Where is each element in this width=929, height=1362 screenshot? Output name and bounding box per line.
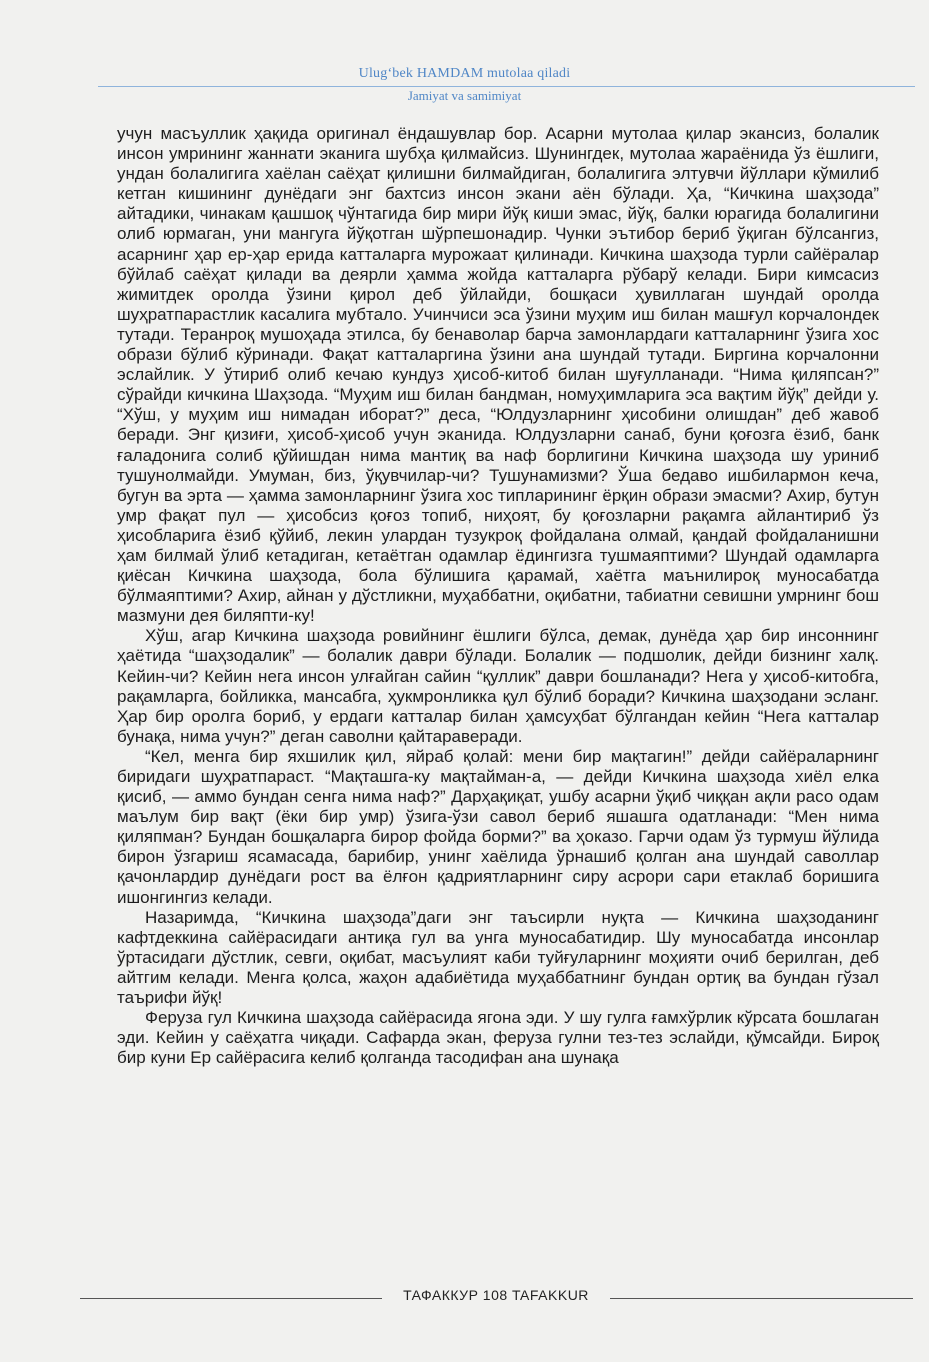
- paragraph-3: “Кел, менга бир яхшилик қил, яйраб қолай: мени бир мақтагин!” дейди сайёраларнинг биридаги шуҳратпараст. “Мақташга-ку мақтайман-а, — дейди Кичкина шаҳзода хиёл елка қисиб, — аммо бундан сенга нима наф?” Дарҳақиқат, ушбу асарни ўқиб чиққан ақли расо одам маълум бир вақт (ёки бир умр) ўзига-ўзи савол бериб яшашга одатланади: “Мен нима қиляпман? Бундан бошқаларга бирор фойда борми?” ва ҳоказо. Гарчи одам ўз турмуш йўлида бирон ўзгариш ясамасада, барибир, унинг хаёлида ўрнашиб қолган ана шундай саволлар қачонлардир дунёдаги рост ва ёлғон қадриятларнинг сиру асрори сари етаклаб боришига ишонгингиз келади.: [117, 746, 879, 907]
- paragraph-2: Хўш, агар Кичкина шаҳзода ровийнинг ёшлиги бўлса, демак, дунёда ҳар бир инсоннинг ҳаётида “шаҳзодалик” — болалик даври бўлади. Болалик — подшолик, дейди бизнинг халқ. Кейин-чи? Кейин нега инсон улғайган сайин “қуллик” даври бошланади? Нега у ҳисоб-китобга, рақамларга, бойликка, мансабга, ҳукмронликка қул бўлиб боради? Кичкина шаҳзодани эсланг. Ҳар бир оролга бориб, у ердаги катталар билан ҳамсуҳбат бўлгандан кейин “Нега катталар бунақа, нима учун?” деган саволни қайтараверади.: [117, 626, 879, 746]
- header-title: Ulug‘bek HAMDAM mutolaa qiladi: [358, 66, 571, 81]
- page-footer: [0, 1287, 929, 1307]
- footer-rule-left: [80, 1298, 382, 1299]
- paragraph-5: Феруза гул Кичкина шаҳзода сайёрасида ягона эди. У шу гулга ғамхўрлик кўрсата бошлаган эди. Кейин у саёҳатга чиқади. Сафарда экан, феруза гулни тез-тез эслайди, қўмсайди. Бироқ бир куни Ер сайёрасига келиб қолганда тасодифан ана шунақа: [117, 1008, 879, 1068]
- article-body: [117, 124, 879, 1068]
- paragraph-4: Назаримда, “Кичкина шаҳзода”даги энг таъсирли нуқта — Кичкина шаҳзоданинг кафтдеккина сайёрасидаги антиқа гул ва унга муносабатидир. Шу муносабатда инсонлар ўртасидаги дўстлик, севги, оқибат, масъулият каби туйғуларнинг моҳияти очиб берилган, деб айтгим келади. Менга қолса, жаҳон адабиётида муҳаббатнинг бундан ортиқ ва бундан гўзал таърифи йўқ!: [117, 907, 879, 1008]
- header-divider: [98, 86, 915, 87]
- header-subtitle: Jamiyat va samimiyat: [407, 88, 522, 103]
- paragraph-1: учун масъуллик ҳақида оригинал ёндашувлар бор. Асарни мутолаа қилар экансиз, болалик инсон умрининг жаннати эканига шубҳа қилмайсиз. Шунингдек, мутолаа жараёнида ўз ёшлиги, ундан болалигига хаёлан саёҳат қилишни билмайдиган, болалигига элтувчи йўллари кўмилиб кетган кишининг дунёдаги энг бахтсиз инсон экани аён бўлади. Ҳа, “Кичкина шаҳзода” айтадики, чинакам қашшоқ чўнтагида бир мири йўқ киши эмас, йўқ, балки юрагида болалигини олиб юрмаган, уни мангуга йўқотган шўрпешонадир. Чунки эътибор бериб ўқиган бўлсангиз, асарнинг ҳар ер-ҳар ерида катталарга мурожаат қилинади. Кичкина шаҳзода турли сайёралар бўйлаб саёҳат қилади ва деярли ҳамма жойда катталарга рўбарў келади. Бири кимсасиз жимитдек оролда ўзини қирол деб ўйлайди, бошқаси ҳувиллаган шундай оролда шуҳратпарастлик касалига мубтало. Учинчиси эса ўзини муҳим иш билан машғул корчалондек тутади. Теранроқ мушоҳада этилса, бу бенаволар барча замонлардаги катталарнинг ўзига хос образи бўлиб кўринади. Фақат катталаргина ўзини ана шундай тутади. Биргина корчалонни эслайлик. У ўтириб олиб кечаю кундуз ҳисоб-китоб билан шуғулланади. “Нима қиляпсан?” сўрайди кичкина Шаҳзода. “Муҳим иш билан бандман, номуҳимларига эса вақтим йўқ” дейди у. “Хўш, у муҳим иш нимадан иборат?” деса, “Юлдузларнинг ҳисобини олишдан” деб жавоб беради. Энг қизиғи, ҳисоб-ҳисоб учун эканида. Юлдузларни санаб, буни қоғозга ёзиб, банк ғаладонига солиб қўйишдан нима мантиқ ва наф борлигини Кичкина шаҳзода шу уриниб тушунолмайди. Умуман, биз, ўқувчилар-чи? Тушунамизми? Ўша бедаво ишбилармон кеча, бугун ва эрта — ҳамма замонларнинг ўзига хос типларининг ёрқин образи эмасми? Ахир, бутун умр фақат пул — ҳисобсиз қоғоз топиб, ниҳоят, бу қоғозларни рақамга айлантириб ўз ҳисобларига ёзиб қўйиб, лекин улардан тузукроқ фойдалана олмай, қандай фойдаланишни ҳам билмай ўлиб кетадиган, кетаётган одамлар ёдингизга тушмаяптими? Шундай одамларга қиёсан Кичкина шаҳзода, бола бўлишига қарамай, хаётга маънилироқ муносабатда бўлмаяптими? Ахир, айнан у дўстликни, муҳаббатни, оқибатни, табиатни севишни умрнинг бош мазмуни дея биляпти-ку!: [117, 124, 879, 626]
- page-header: [0, 66, 929, 104]
- footer-rule-right: [610, 1298, 913, 1299]
- footer-page-label: ТАФАККУР 108 TAFAKKUR: [403, 1287, 589, 1303]
